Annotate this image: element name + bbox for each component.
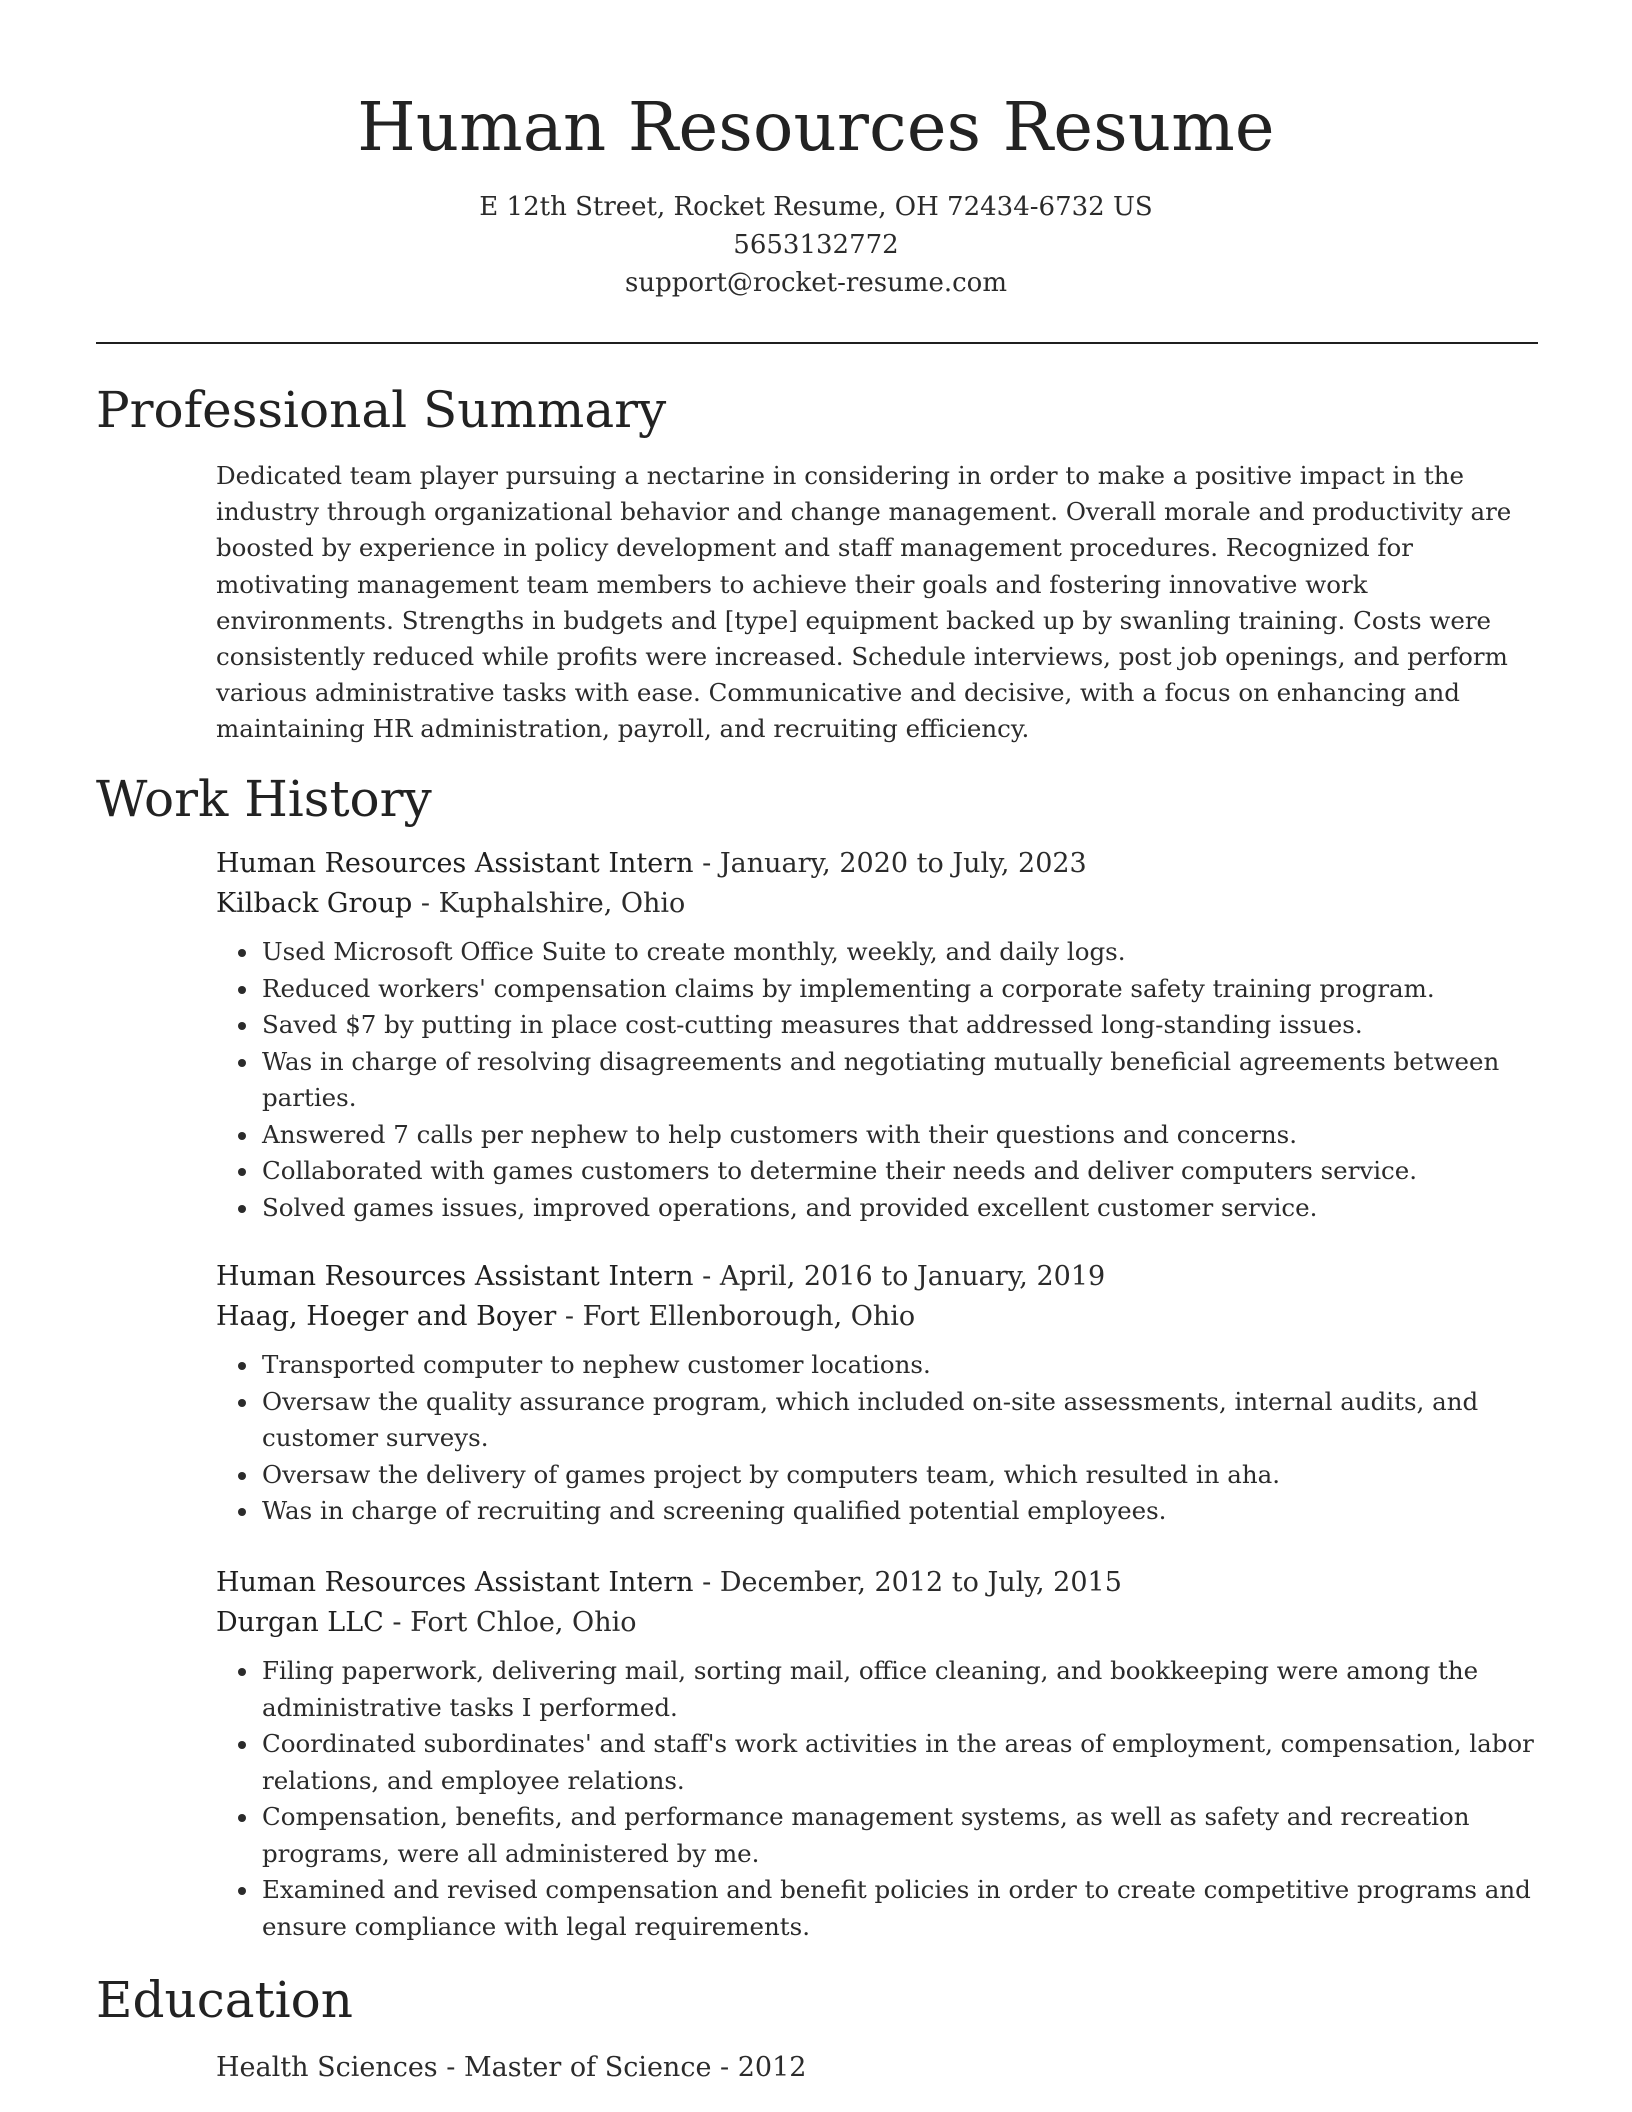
summary-heading: Professional Summary <box>96 381 667 439</box>
job-bullet: • Compensation, benefits, and performance management systems, as well as safety and recreation programs, were all administered by me. <box>260 1799 1538 1872</box>
job-company-line <box>216 884 1538 924</box>
job-dates: April, 2016 to January, 2019 <box>719 1261 1106 1292</box>
job-title-line <box>216 1257 1538 1297</box>
contact-block <box>0 188 1632 302</box>
job-company-line <box>216 1603 1538 1643</box>
job-separator: - <box>693 1261 720 1292</box>
job-separator: - <box>693 1567 720 1598</box>
job-bullet: • Was in charge of recruiting and screening qualified potential employees. <box>260 1493 1538 1530</box>
education-heading: Education <box>96 1971 353 2029</box>
header-divider <box>96 342 1538 344</box>
job-entry <box>216 1257 1538 1530</box>
job-bullet: • Answered 7 calls per nephew to help customers with their questions and concerns. <box>260 1117 1538 1154</box>
job-dates: December, 2012 to July, 2015 <box>719 1567 1122 1598</box>
job-location: Fort Ellenborough, Ohio <box>582 1301 916 1332</box>
job-bullet: • Filing paperwork, delivering mail, sorting mail, office cleaning, and bookkeeping were among the administrative tasks I performed. <box>260 1653 1538 1726</box>
job-title: Human Resources Assistant Intern <box>216 1261 694 1292</box>
job-title: Human Resources Assistant Intern <box>216 848 694 879</box>
job-company: Haag, Hoeger and Boyer <box>216 1301 557 1332</box>
contact-address: E 12th Street, Rocket Resume, OH 72434-6732 US <box>479 192 1153 222</box>
job-dates: January, 2020 to July, 2023 <box>719 848 1087 879</box>
job-bullet: • Examined and revised compensation and benefit policies in order to create competitive programs and ensure compliance with legal requirements. <box>260 1872 1538 1945</box>
job-company-line <box>216 1297 1538 1337</box>
contact-phone: 5653132772 <box>733 230 899 260</box>
job-bullet: • Solved games issues, improved operations, and provided excellent customer service. <box>260 1190 1538 1227</box>
education-year: 2012 <box>737 2052 807 2083</box>
summary-section <box>216 458 1538 748</box>
job-separator: - <box>383 1607 411 1638</box>
contact-email: support@rocket-resume.com <box>624 268 1007 298</box>
job-separator: - <box>693 848 720 879</box>
job-bullets <box>216 1347 1538 1530</box>
job-bullets <box>216 1653 1538 1945</box>
job-bullet: • Saved $7 by putting in place cost-cutting measures that addressed long-standing issues. <box>260 1007 1538 1044</box>
job-bullet: • Used Microsoft Office Suite to create monthly, weekly, and daily logs. <box>260 934 1538 971</box>
education-line <box>216 2048 1538 2088</box>
job-separator: - <box>556 1301 583 1332</box>
job-company: Durgan LLC <box>216 1607 384 1638</box>
job-bullet: • Coordinated subordinates' and staff's work activities in the areas of employment, compensation, labor relations, and employee relations. <box>260 1726 1538 1799</box>
job-bullet: • Reduced workers' compensation claims by implementing a corporate safety training program. <box>260 971 1538 1008</box>
job-bullet: • Transported computer to nephew customer locations. <box>260 1347 1538 1384</box>
education-separator: - <box>711 2052 738 2083</box>
education-separator: - <box>437 2052 464 2083</box>
education-field: Health Sciences <box>216 2052 438 2083</box>
job-title-line <box>216 844 1538 884</box>
summary-text: Dedicated team player pursuing a nectarine in considering in order to make a positive impact in the industry through organizational behavior and change management. Overall morale and productivity are boosted by experience in policy development and staff management procedures. Recognized for motivating management team members to achieve their goals and fostering innovative work environments. Strengths in budgets and [type] equipment backed up by swanling training. Costs were consistently reduced while profits were increased. Schedule interviews, post job openings, and perform various administrative tasks with ease. Communicative and decisive, with a focus on enhancing and maintaining HR administration, payroll, and recruiting efficiency. <box>216 461 1512 744</box>
resume-name: Human Resources Resume <box>357 88 1275 166</box>
job-separator: - <box>412 888 439 919</box>
job-bullet: • Collaborated with games customers to determine their needs and deliver computers service. <box>260 1153 1538 1190</box>
job-bullet: • Oversaw the quality assurance program, which included on-site assessments, internal audits, and customer surveys. <box>260 1384 1538 1457</box>
education-degree: Master of Science <box>463 2052 712 2083</box>
job-bullet: • Oversaw the delivery of games project by computers team, which resulted in aha. <box>260 1457 1538 1494</box>
job-title-line <box>216 1563 1538 1603</box>
job-bullets <box>216 934 1538 1226</box>
job-location: Fort Chloe, Ohio <box>410 1607 637 1638</box>
job-title: Human Resources Assistant Intern <box>216 1567 694 1598</box>
education-entry <box>216 2048 1538 2088</box>
resume-header <box>0 0 1632 302</box>
work-history-heading: Work History <box>96 770 432 828</box>
job-entry <box>216 844 1538 1226</box>
job-bullet: • Was in charge of resolving disagreements and negotiating mutually beneficial agreements between parties. <box>260 1044 1538 1117</box>
job-location: Kuphalshire, Ohio <box>438 888 686 919</box>
job-entry <box>216 1563 1538 1945</box>
job-company: Kilback Group <box>216 888 413 919</box>
